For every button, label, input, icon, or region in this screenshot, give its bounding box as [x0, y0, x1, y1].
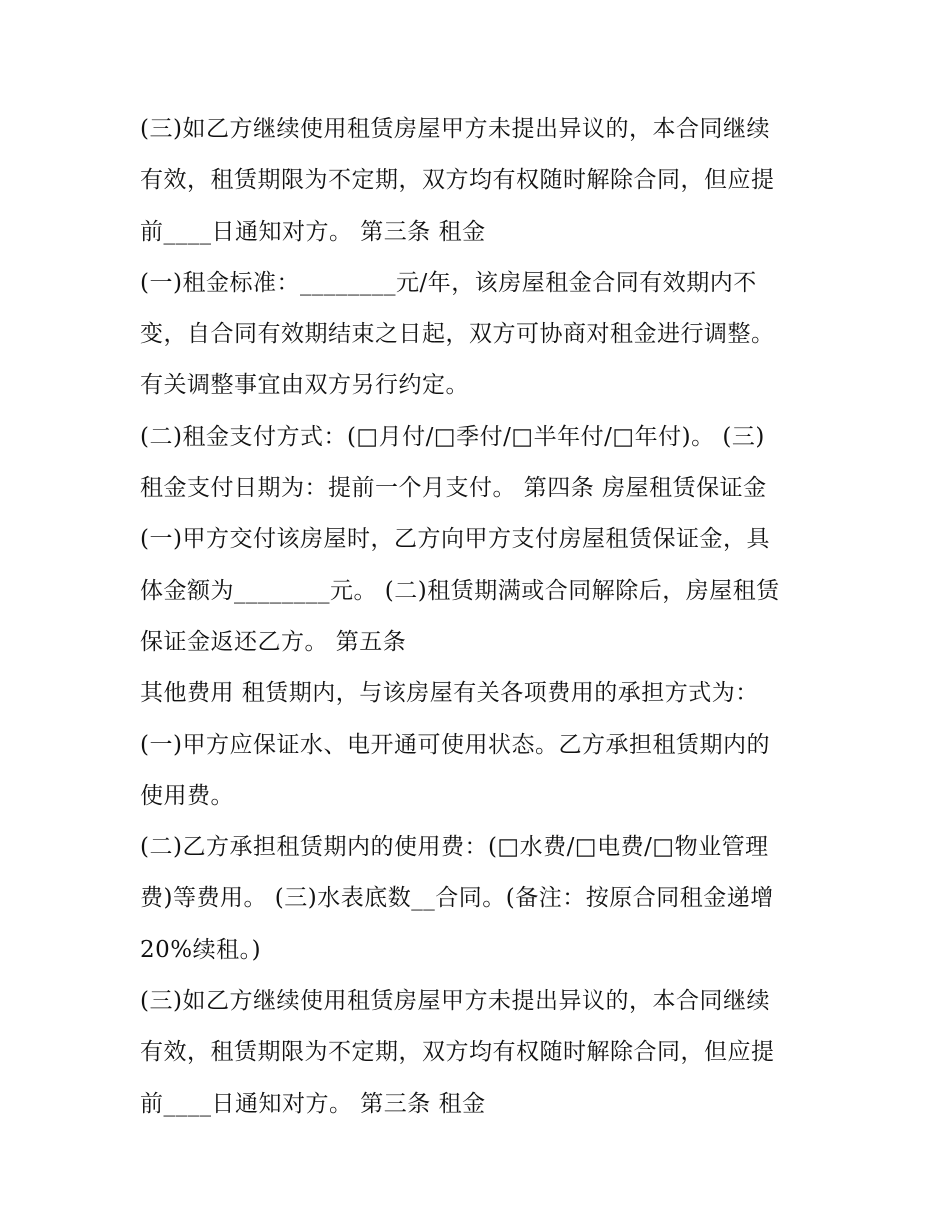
text-line: 有效，租赁期限为不定期，双方均有权随时解除合同，但应提 — [140, 167, 775, 194]
text-line: 租金支付日期为：提前一个月支付。 第四条 房屋租赁保证金 — [140, 475, 767, 502]
text-line: 变，自合同有效期结束之日起，双方可协商对租金进行调整。 — [140, 321, 775, 348]
contract-text — [140, 104, 820, 1130]
text-line: 费)等费用。 (三)水表底数__合同。(备注：按原合同租金递增 — [140, 885, 774, 912]
text-line: (三)如乙方继续使用租赁房屋甲方未提出异议的，本合同继续 — [140, 116, 770, 142]
text-line: 前____日通知对方。 第三条 租金 — [140, 218, 486, 245]
text-line: 使用费。 — [140, 782, 234, 809]
text-line: 有关调整事宜由双方另行约定。 — [140, 372, 469, 399]
text-line: 其他费用 租赁期内，与该房屋有关各项费用的承担方式为： — [140, 680, 759, 707]
text-line: 20%续租。) — [140, 936, 262, 963]
text-line: 体金额为________元。 (二)租赁期满或合同解除后，房屋租赁 — [140, 577, 780, 604]
text-line: (一)甲方交付该房屋时，乙方向甲方支付房屋租赁保证金，具 — [140, 526, 770, 553]
text-line: 有效，租赁期限为不定期，双方均有权随时解除合同，但应提 — [140, 1039, 775, 1066]
text-line: (一)甲方应保证水、电开通可使用状态。乙方承担租赁期内的 — [140, 731, 770, 758]
text-line: (三)如乙方继续使用租赁房屋甲方未提出异议的，本合同继续 — [140, 988, 770, 1015]
text-line: (二)乙方承担租赁期内的使用费：(□水费/□电费/□物业管理 — [140, 834, 769, 861]
text-line: (一)租金标准：________元/年，该房屋租金合同有效期内不 — [140, 269, 757, 296]
text-line: 前____日通知对方。 第三条 租金 — [140, 1090, 486, 1117]
text-line: 保证金返还乙方。 第五条 — [140, 628, 407, 655]
text-line: (二)租金支付方式：(□月付/□季付/□半年付/□年付)。 (三) — [140, 423, 765, 450]
